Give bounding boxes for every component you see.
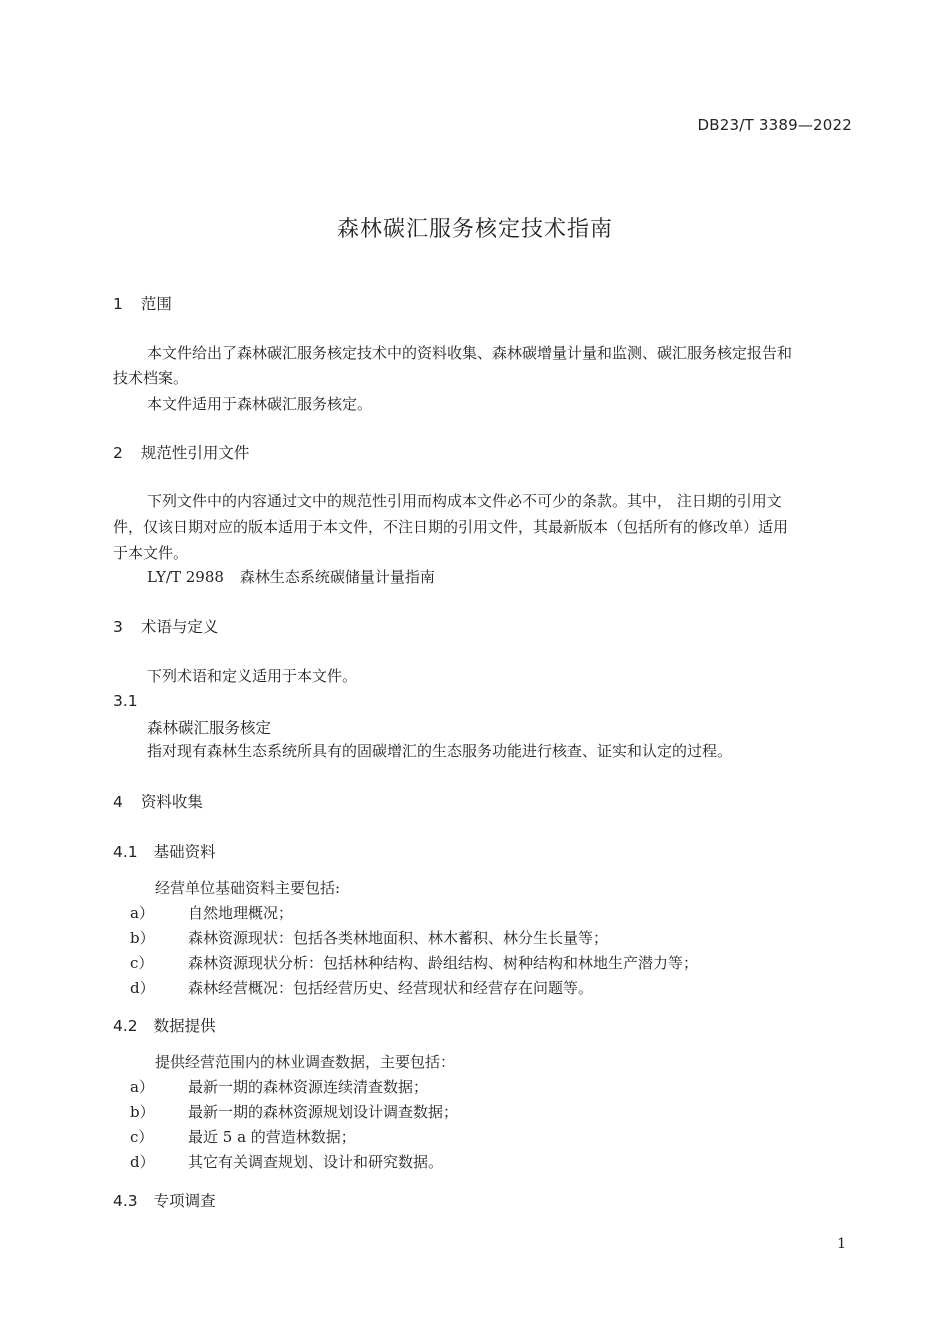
list-item-text: 最新一期的森林资源规划设计调查数据； xyxy=(188,1103,459,1121)
section-4-heading xyxy=(113,790,203,812)
page-number: 1 xyxy=(837,1236,846,1252)
subsection-number: 4.1 xyxy=(113,843,138,861)
reference-title: 森林生态系统碳储量计量指南 xyxy=(239,568,435,586)
list-item xyxy=(130,902,293,923)
reference-code: LY/T 2988 xyxy=(147,568,224,586)
subsection-number: 4.2 xyxy=(113,1017,138,1035)
subsection-4-1-heading xyxy=(113,840,216,862)
list-marker: a） xyxy=(130,1078,154,1096)
list-item xyxy=(130,952,698,973)
normative-reference xyxy=(147,566,435,587)
section-2-heading xyxy=(113,441,249,463)
list-item-text: 自然地理概况； xyxy=(188,904,294,922)
list-item xyxy=(130,1126,356,1147)
list-intro: 经营单位基础资料主要包括: xyxy=(155,879,341,897)
list-item xyxy=(130,1101,458,1122)
section-title: 范围 xyxy=(140,295,172,313)
list-item xyxy=(130,927,608,948)
list-item-text: 其它有关调查规划、设计和研究数据。 xyxy=(188,1153,444,1171)
paragraph-line: 于本文件。 xyxy=(113,544,189,562)
list-marker: d） xyxy=(130,979,155,997)
list-item-text: 森林经营概况：包括经营历史、经营现状和经营存在问题等。 xyxy=(188,979,594,997)
paragraph-line: 下列文件中的内容通过文中的规范性引用而构成本文件必不可少的条款。其中， 注日期的引用文 xyxy=(147,492,782,510)
subsection-4-2-heading xyxy=(113,1014,216,1036)
list-marker: b） xyxy=(130,1103,155,1121)
subsection-title: 数据提供 xyxy=(153,1017,216,1035)
paragraph-line: 本文件给出了森林碳汇服务核定技术中的资料收集、森林碳增量计量和监测、碳汇服务核定报告和 xyxy=(147,344,793,362)
term-title: 森林碳汇服务核定 xyxy=(147,719,272,737)
paragraph-line: 下列术语和定义适用于本文件。 xyxy=(147,667,358,685)
subsection-title: 基础资料 xyxy=(153,843,216,861)
subsection-number: 4.3 xyxy=(113,1192,138,1210)
paragraph-line: 件，仅该日期对应的版本适用于本文件，不注日期的引用文件，其最新版本（包括所有的修改单）适用 xyxy=(113,518,789,536)
section-number: 2 xyxy=(113,444,123,462)
section-number: 1 xyxy=(113,295,123,313)
document-title: 森林碳汇服务核定技术指南 xyxy=(336,217,613,242)
list-marker: d） xyxy=(130,1153,155,1171)
list-marker: c） xyxy=(130,1128,154,1146)
list-item-text: 森林资源现状：包括各类林地面积、林木蓄积、林分生长量等； xyxy=(188,929,609,947)
subsection-title: 专项调查 xyxy=(153,1192,216,1210)
list-item xyxy=(130,1151,443,1172)
list-item xyxy=(130,977,593,998)
list-item-text: 最近 5 a 的营造林数据； xyxy=(188,1128,356,1146)
list-marker: a） xyxy=(130,904,154,922)
document-number: DB23/T 3389—2022 xyxy=(697,116,852,134)
list-marker: c） xyxy=(130,954,154,972)
subsection-4-3-heading xyxy=(113,1189,216,1211)
section-number: 4 xyxy=(113,793,123,811)
section-title: 规范性引用文件 xyxy=(140,444,250,462)
section-title: 资料收集 xyxy=(140,793,203,811)
paragraph-line: 技术档案。 xyxy=(113,369,189,387)
list-item-text: 最新一期的森林资源连续清查数据； xyxy=(188,1078,429,1096)
term-definition: 指对现有森林生态系统所具有的固碳增汇的生态服务功能进行核查、证实和认定的过程。 xyxy=(147,742,733,760)
section-number: 3 xyxy=(113,618,123,636)
section-title: 术语与定义 xyxy=(140,618,219,636)
list-item-text: 森林资源现状分析：包括林种结构、龄组结构、树种结构和林地生产潜力等； xyxy=(188,954,699,972)
section-3-heading xyxy=(113,615,218,637)
section-1-heading xyxy=(113,292,172,314)
list-marker: b） xyxy=(130,929,155,947)
list-item xyxy=(130,1076,428,1097)
list-intro: 提供经营范围内的林业调查数据，主要包括： xyxy=(155,1053,456,1071)
term-number: 3.1 xyxy=(113,692,138,710)
paragraph-line: 本文件适用于森林碳汇服务核定。 xyxy=(147,395,373,413)
